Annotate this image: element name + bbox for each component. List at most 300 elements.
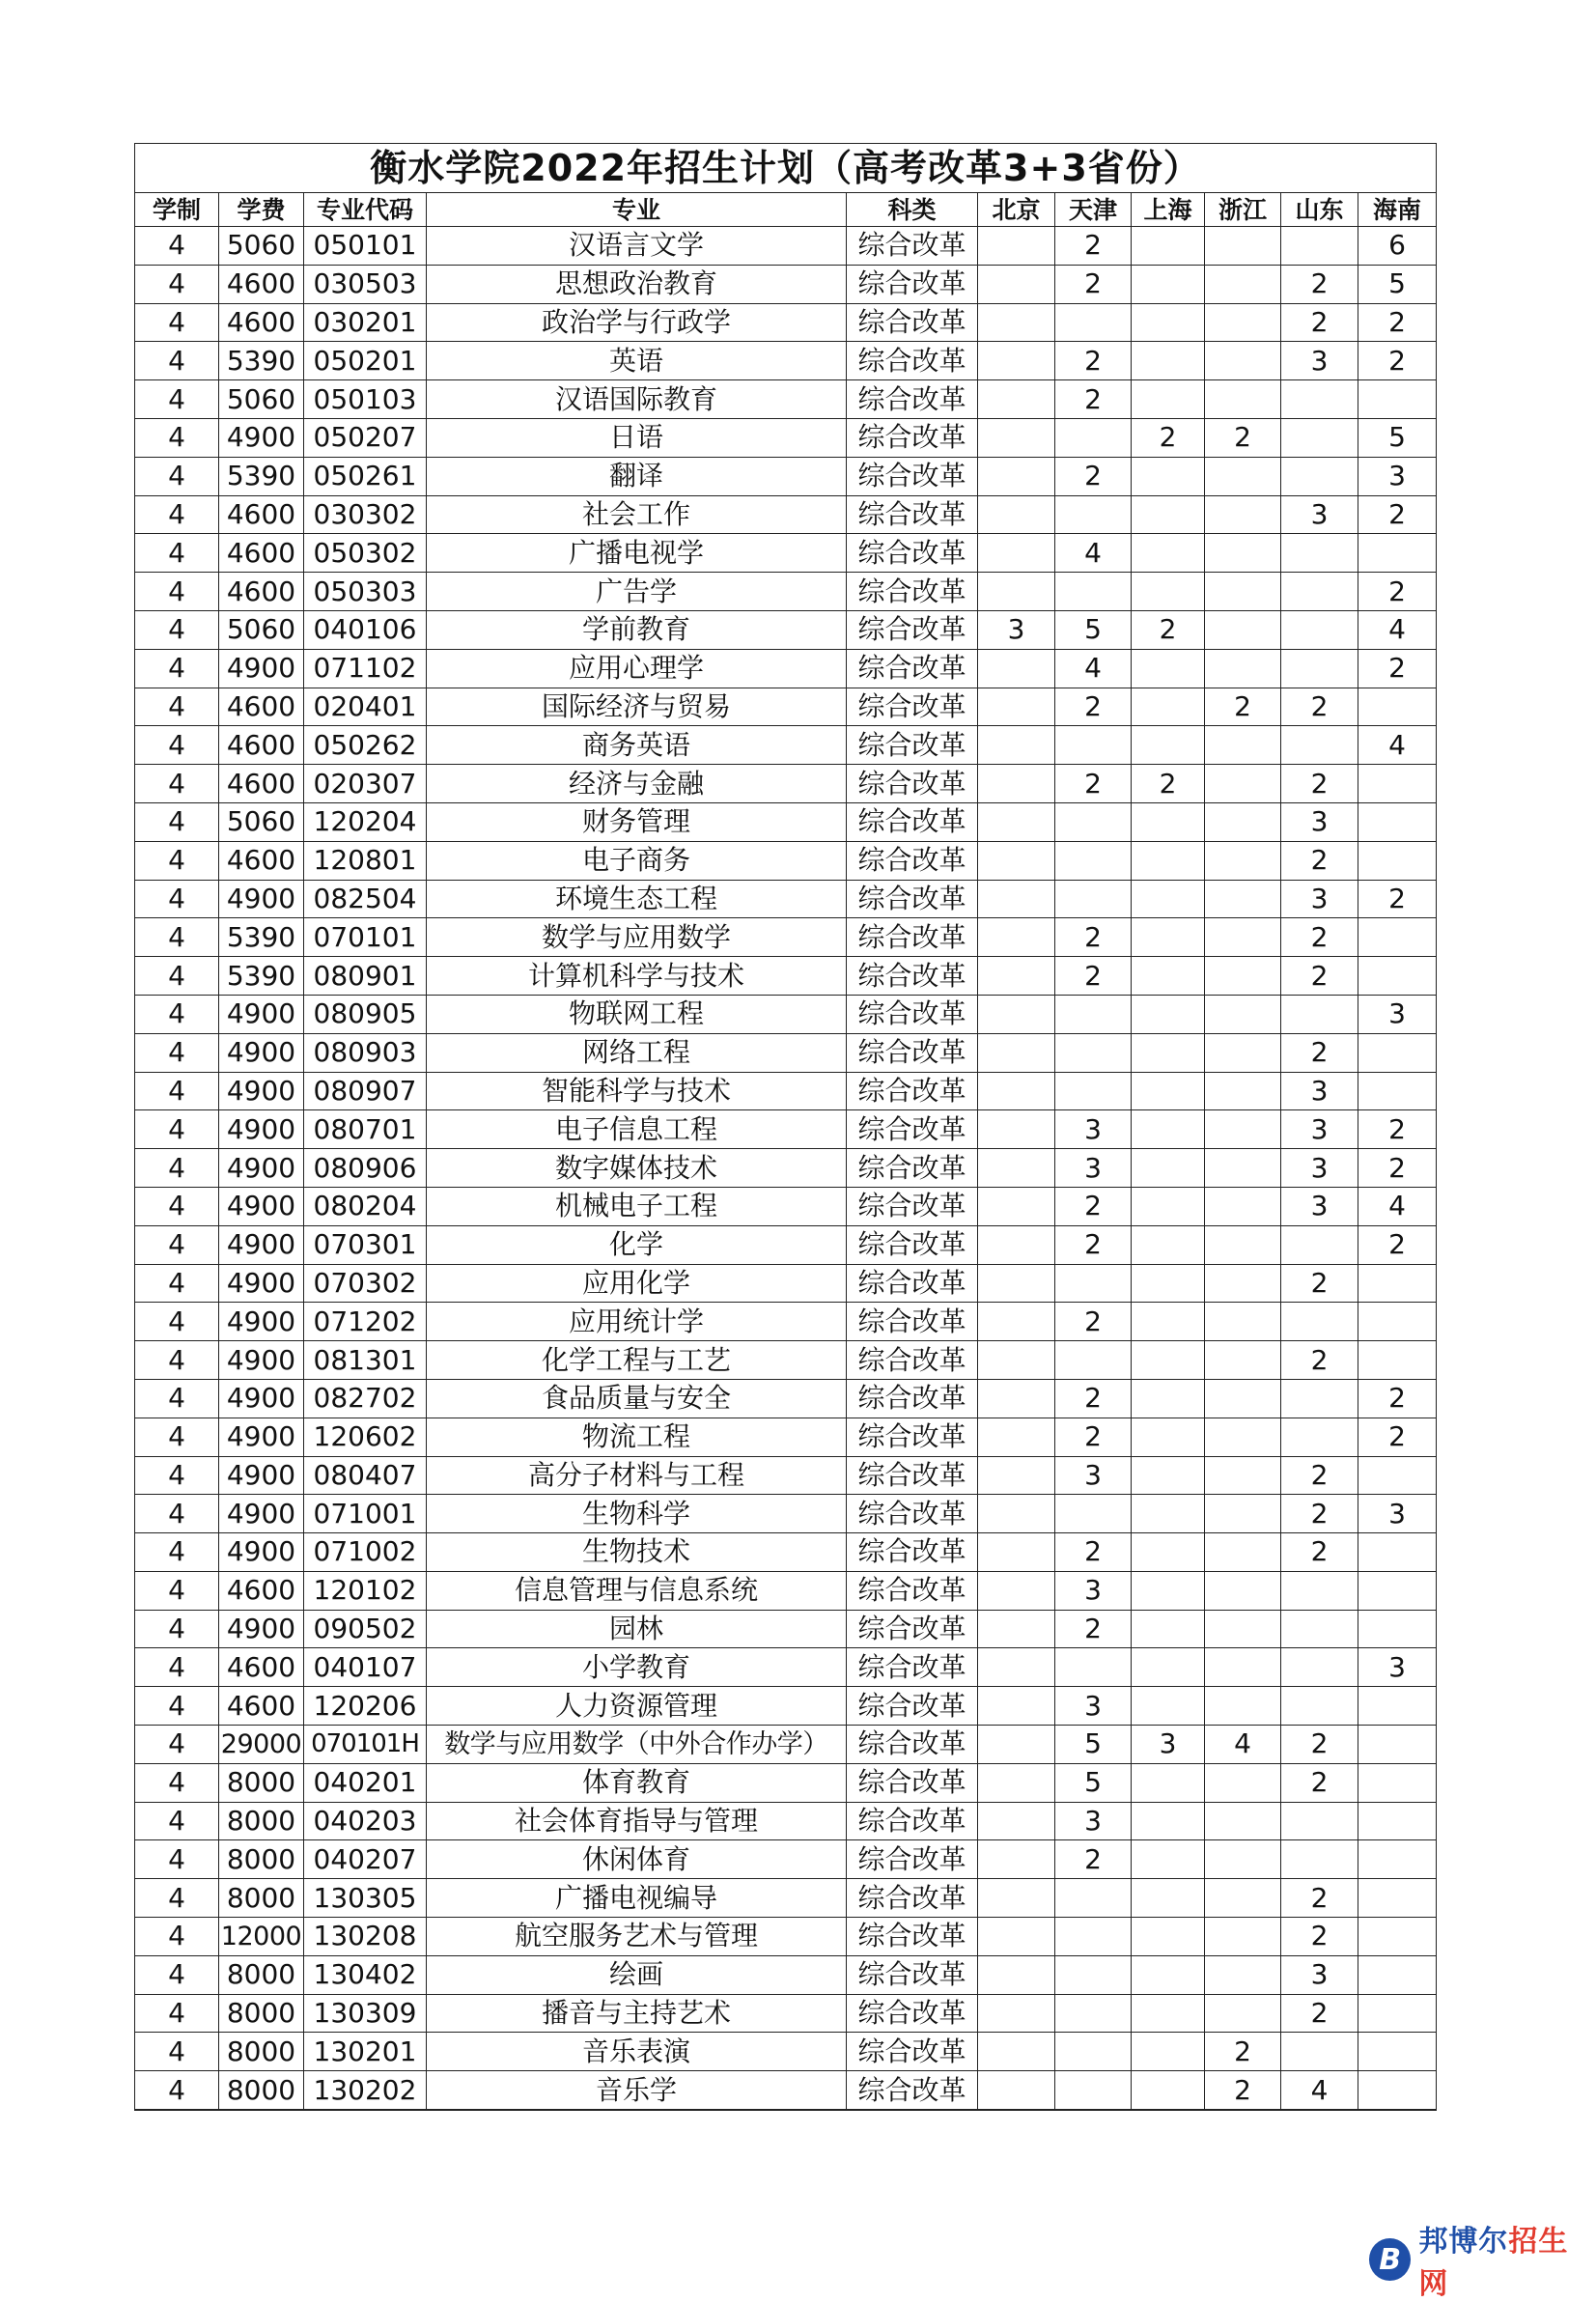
cell-col-duration: 4: [135, 765, 219, 803]
cell-col-major-code: 050103: [304, 380, 427, 419]
cell-col-major: 广播电视编导: [427, 1879, 847, 1918]
cell-col-zhejiang: [1205, 918, 1281, 957]
cell-col-tuition: 4900: [219, 1303, 304, 1341]
cell-col-major-code: 080701: [304, 1110, 427, 1149]
cell-col-hainan: [1358, 1726, 1437, 1764]
cell-col-shanghai: [1132, 802, 1205, 841]
cell-col-shanghai: [1132, 841, 1205, 880]
cell-col-category: 综合改革: [847, 1763, 978, 1802]
cell-col-category: 综合改革: [847, 1149, 978, 1188]
cell-col-major: 财务管理: [427, 802, 847, 841]
cell-col-hainan: [1358, 1571, 1437, 1610]
cell-col-duration: 4: [135, 1571, 219, 1610]
cell-col-shandong: [1281, 1571, 1358, 1610]
cell-col-shanghai: 2: [1132, 610, 1205, 649]
cell-col-shanghai: 2: [1132, 418, 1205, 457]
cell-col-shanghai: [1132, 1879, 1205, 1918]
cell-col-major: 商务英语: [427, 726, 847, 765]
cell-col-tianjin: 3: [1055, 1456, 1132, 1495]
cell-col-shanghai: [1132, 303, 1205, 342]
cell-col-duration: 4: [135, 841, 219, 880]
site-name: [1418, 2217, 1596, 2302]
cell-col-tianjin: 2: [1055, 1418, 1132, 1456]
cell-col-tuition: 4600: [219, 688, 304, 726]
cell-col-beijing: [978, 1533, 1055, 1572]
cell-col-hainan: [1358, 1264, 1437, 1303]
cell-col-duration: 4: [135, 688, 219, 726]
cell-col-shanghai: [1132, 1379, 1205, 1418]
cell-col-tuition: 8000: [219, 1763, 304, 1802]
cell-col-shandong: [1281, 380, 1358, 419]
cell-col-major: 应用化学: [427, 1264, 847, 1303]
cell-col-duration: 4: [135, 265, 219, 303]
cell-col-shandong: [1281, 227, 1358, 266]
cell-col-shanghai: [1132, 1264, 1205, 1303]
cell-col-zhejiang: [1205, 1110, 1281, 1149]
cell-col-hainan: 2: [1358, 303, 1437, 342]
cell-col-major-code: 080204: [304, 1187, 427, 1225]
cell-col-major: 应用统计学: [427, 1303, 847, 1341]
cell-col-hainan: 6: [1358, 227, 1437, 266]
cell-col-duration: 4: [135, 1033, 219, 1072]
cell-col-shandong: [1281, 1648, 1358, 1687]
cell-col-tuition: 5390: [219, 957, 304, 996]
cell-col-category: 综合改革: [847, 1802, 978, 1840]
cell-col-category: 综合改革: [847, 1341, 978, 1380]
cell-col-zhejiang: [1205, 1687, 1281, 1726]
cell-col-tuition: 5060: [219, 227, 304, 266]
cell-col-zhejiang: [1205, 649, 1281, 688]
cell-col-major-code: 070302: [304, 1264, 427, 1303]
cell-col-duration: 4: [135, 1648, 219, 1687]
cell-col-tianjin: 3: [1055, 1802, 1132, 1840]
cell-col-hainan: 2: [1358, 1379, 1437, 1418]
cell-col-beijing: [978, 649, 1055, 688]
cell-col-beijing: [978, 1994, 1055, 2033]
cell-col-hainan: 3: [1358, 995, 1437, 1033]
cell-col-beijing: [978, 1879, 1055, 1918]
cell-col-category: 综合改革: [847, 1648, 978, 1687]
cell-col-major: 音乐学: [427, 2071, 847, 2110]
cell-col-duration: 4: [135, 227, 219, 266]
cell-col-major-code: 030503: [304, 265, 427, 303]
cell-col-shanghai: [1132, 1225, 1205, 1264]
cell-col-tianjin: 2: [1055, 380, 1132, 419]
table-row: [135, 1648, 1437, 1687]
header-col-tuition: 学费: [219, 193, 304, 227]
site-name-accent: 招生网: [1418, 2225, 1569, 2301]
cell-col-beijing: [978, 1187, 1055, 1225]
cell-col-zhejiang: [1205, 1571, 1281, 1610]
cell-col-beijing: [978, 1149, 1055, 1188]
cell-col-major-code: 050201: [304, 342, 427, 380]
cell-col-hainan: [1358, 841, 1437, 880]
cell-col-tuition: 4900: [219, 1341, 304, 1380]
cell-col-major: 化学工程与工艺: [427, 1341, 847, 1380]
table-row: [135, 1418, 1437, 1456]
cell-col-shandong: 3: [1281, 1955, 1358, 1994]
cell-col-major-code: 050207: [304, 418, 427, 457]
cell-col-zhejiang: [1205, 1456, 1281, 1495]
cell-col-duration: 4: [135, 534, 219, 573]
cell-col-major-code: 050261: [304, 457, 427, 495]
cell-col-shandong: 2: [1281, 1264, 1358, 1303]
cell-col-zhejiang: [1205, 1264, 1281, 1303]
cell-col-category: 综合改革: [847, 1072, 978, 1110]
cell-col-beijing: [978, 957, 1055, 996]
cell-col-major: 绘画: [427, 1955, 847, 1994]
cell-col-tuition: 5390: [219, 457, 304, 495]
table-row: [135, 1303, 1437, 1341]
cell-col-tianjin: 2: [1055, 1533, 1132, 1572]
cell-col-hainan: [1358, 1879, 1437, 1918]
cell-col-major-code: 040203: [304, 1802, 427, 1840]
cell-col-beijing: [978, 802, 1055, 841]
cell-col-beijing: [978, 1802, 1055, 1840]
cell-col-category: 综合改革: [847, 1726, 978, 1764]
cell-col-hainan: [1358, 1840, 1437, 1879]
cell-col-hainan: [1358, 1610, 1437, 1648]
cell-col-category: 综合改革: [847, 1955, 978, 1994]
cell-col-shandong: [1281, 1303, 1358, 1341]
cell-col-major: 数学与应用数学: [427, 918, 847, 957]
table-row: [135, 1802, 1437, 1840]
cell-col-major: 广告学: [427, 573, 847, 611]
cell-col-shanghai: [1132, 1533, 1205, 1572]
cell-col-major-code: 020307: [304, 765, 427, 803]
header-col-hainan: 海南: [1358, 193, 1437, 227]
cell-col-major: 计算机科学与技术: [427, 957, 847, 996]
cell-col-tuition: 4900: [219, 1110, 304, 1149]
table-row: [135, 1456, 1437, 1495]
cell-col-major: 生物科学: [427, 1495, 847, 1533]
cell-col-category: 综合改革: [847, 1840, 978, 1879]
cell-col-tianjin: [1055, 495, 1132, 534]
cell-col-hainan: 4: [1358, 610, 1437, 649]
cell-col-major-code: 120206: [304, 1687, 427, 1726]
cell-col-category: 综合改革: [847, 1495, 978, 1533]
cell-col-duration: 4: [135, 2071, 219, 2110]
table-row: [135, 1225, 1437, 1264]
cell-col-shandong: [1281, 1802, 1358, 1840]
cell-col-duration: 4: [135, 726, 219, 765]
cell-col-hainan: [1358, 918, 1437, 957]
cell-col-hainan: 5: [1358, 418, 1437, 457]
cell-col-zhejiang: [1205, 1648, 1281, 1687]
cell-col-beijing: [978, 265, 1055, 303]
cell-col-tuition: 4600: [219, 303, 304, 342]
cell-col-tianjin: [1055, 802, 1132, 841]
cell-col-tuition: 5060: [219, 802, 304, 841]
cell-col-tuition: 4600: [219, 1687, 304, 1726]
cell-col-major: 翻译: [427, 457, 847, 495]
table-row: [135, 1687, 1437, 1726]
cell-col-beijing: [978, 1264, 1055, 1303]
cell-col-tianjin: [1055, 1264, 1132, 1303]
cell-col-hainan: 4: [1358, 726, 1437, 765]
cell-col-tianjin: [1055, 1495, 1132, 1533]
cell-col-major: 社会体育指导与管理: [427, 1802, 847, 1840]
cell-col-tianjin: [1055, 1994, 1132, 2033]
cell-col-beijing: [978, 918, 1055, 957]
header-col-major: 专业: [427, 193, 847, 227]
cell-col-category: 综合改革: [847, 1033, 978, 1072]
cell-col-beijing: [978, 1110, 1055, 1149]
cell-col-shandong: 2: [1281, 918, 1358, 957]
cell-col-shandong: [1281, 1418, 1358, 1456]
cell-col-shandong: 2: [1281, 1495, 1358, 1533]
cell-col-shandong: 3: [1281, 495, 1358, 534]
cell-col-major-code: 130208: [304, 1918, 427, 1956]
cell-col-hainan: 3: [1358, 457, 1437, 495]
cell-col-tianjin: 2: [1055, 1379, 1132, 1418]
cell-col-shanghai: [1132, 1763, 1205, 1802]
cell-col-category: 综合改革: [847, 610, 978, 649]
cell-col-tianjin: [1055, 303, 1132, 342]
cell-col-shandong: 3: [1281, 1187, 1358, 1225]
cell-col-zhejiang: [1205, 495, 1281, 534]
cell-col-beijing: [978, 765, 1055, 803]
cell-col-zhejiang: [1205, 1187, 1281, 1225]
cell-col-shandong: 4: [1281, 2071, 1358, 2110]
cell-col-tuition: 5060: [219, 610, 304, 649]
cell-col-beijing: [978, 342, 1055, 380]
cell-col-shanghai: [1132, 1802, 1205, 1840]
cell-col-shandong: [1281, 573, 1358, 611]
cell-col-major-code: 071002: [304, 1533, 427, 1572]
table-body: [135, 227, 1437, 2111]
cell-col-tianjin: 4: [1055, 649, 1132, 688]
cell-col-shanghai: [1132, 1571, 1205, 1610]
cell-col-tuition: 4600: [219, 726, 304, 765]
cell-col-duration: 4: [135, 495, 219, 534]
cell-col-tuition: 4900: [219, 1418, 304, 1456]
cell-col-beijing: [978, 1495, 1055, 1533]
cell-col-zhejiang: [1205, 265, 1281, 303]
cell-col-major-code: 080407: [304, 1456, 427, 1495]
cell-col-shanghai: [1132, 534, 1205, 573]
table-row: [135, 802, 1437, 841]
cell-col-shandong: [1281, 457, 1358, 495]
enrollment-plan-table: [134, 143, 1437, 2111]
cell-col-zhejiang: [1205, 841, 1281, 880]
header-col-duration: 学制: [135, 193, 219, 227]
table-row: [135, 303, 1437, 342]
cell-col-major: 网络工程: [427, 1033, 847, 1072]
cell-col-tianjin: 3: [1055, 1687, 1132, 1726]
cell-col-category: 综合改革: [847, 1264, 978, 1303]
cell-col-duration: 4: [135, 802, 219, 841]
cell-col-shandong: 2: [1281, 1341, 1358, 1380]
cell-col-major: 人力资源管理: [427, 1687, 847, 1726]
cell-col-major: 环境生态工程: [427, 880, 847, 918]
table-row: [135, 1264, 1437, 1303]
table-row: [135, 265, 1437, 303]
cell-col-shanghai: [1132, 495, 1205, 534]
cell-col-tianjin: 2: [1055, 1225, 1132, 1264]
cell-col-major-code: 081301: [304, 1341, 427, 1380]
cell-col-shanghai: [1132, 726, 1205, 765]
cell-col-shandong: 2: [1281, 265, 1358, 303]
cell-col-major-code: 080907: [304, 1072, 427, 1110]
cell-col-tianjin: 2: [1055, 265, 1132, 303]
cell-col-duration: 4: [135, 1726, 219, 1764]
cell-col-hainan: 2: [1358, 1418, 1437, 1456]
cell-col-beijing: [978, 1456, 1055, 1495]
cell-col-zhejiang: [1205, 534, 1281, 573]
cell-col-beijing: [978, 1341, 1055, 1380]
cell-col-category: 综合改革: [847, 265, 978, 303]
cell-col-major: 数学与应用数学（中外合作办学）: [427, 1726, 847, 1764]
cell-col-tianjin: [1055, 418, 1132, 457]
cell-col-duration: 4: [135, 1379, 219, 1418]
cell-col-beijing: [978, 1763, 1055, 1802]
cell-col-shandong: 3: [1281, 802, 1358, 841]
cell-col-shanghai: [1132, 1918, 1205, 1956]
cell-col-duration: 4: [135, 1763, 219, 1802]
cell-col-tuition: 4900: [219, 995, 304, 1033]
cell-col-tianjin: 2: [1055, 227, 1132, 266]
cell-col-shanghai: [1132, 380, 1205, 419]
cell-col-duration: 4: [135, 880, 219, 918]
cell-col-category: 综合改革: [847, 1110, 978, 1149]
cell-col-duration: 4: [135, 1879, 219, 1918]
cell-col-shandong: 3: [1281, 1110, 1358, 1149]
cell-col-major: 物流工程: [427, 1418, 847, 1456]
cell-col-category: 综合改革: [847, 1533, 978, 1572]
cell-col-major-code: 020401: [304, 688, 427, 726]
cell-col-category: 综合改革: [847, 918, 978, 957]
cell-col-duration: 4: [135, 610, 219, 649]
cell-col-shandong: [1281, 1610, 1358, 1648]
cell-col-hainan: [1358, 2071, 1437, 2110]
cell-col-tuition: 5060: [219, 380, 304, 419]
cell-col-major: 政治学与行政学: [427, 303, 847, 342]
cell-col-shanghai: [1132, 2033, 1205, 2071]
cell-col-tianjin: [1055, 1648, 1132, 1687]
cell-col-tuition: 4600: [219, 765, 304, 803]
cell-col-major: 思想政治教育: [427, 265, 847, 303]
cell-col-major-code: 040106: [304, 610, 427, 649]
cell-col-tianjin: [1055, 2033, 1132, 2071]
cell-col-beijing: [978, 534, 1055, 573]
cell-col-duration: 4: [135, 1610, 219, 1648]
cell-col-duration: 4: [135, 1225, 219, 1264]
cell-col-shandong: [1281, 1840, 1358, 1879]
cell-col-shandong: [1281, 649, 1358, 688]
cell-col-major-code: 120204: [304, 802, 427, 841]
cell-col-major-code: 130202: [304, 2071, 427, 2110]
cell-col-major-code: 040201: [304, 1763, 427, 1802]
cell-col-major-code: 050302: [304, 534, 427, 573]
cell-col-zhejiang: [1205, 957, 1281, 996]
site-logo-icon: B: [1369, 2238, 1411, 2281]
cell-col-shandong: [1281, 1687, 1358, 1726]
cell-col-zhejiang: [1205, 1840, 1281, 1879]
table-row: [135, 1994, 1437, 2033]
cell-col-category: 综合改革: [847, 802, 978, 841]
cell-col-zhejiang: [1205, 1763, 1281, 1802]
cell-col-tuition: 4900: [219, 880, 304, 918]
cell-col-shandong: 2: [1281, 841, 1358, 880]
cell-col-shanghai: [1132, 1033, 1205, 1072]
cell-col-hainan: 2: [1358, 495, 1437, 534]
cell-col-beijing: [978, 1571, 1055, 1610]
cell-col-hainan: 2: [1358, 342, 1437, 380]
cell-col-major-code: 130305: [304, 1879, 427, 1918]
cell-col-zhejiang: [1205, 1225, 1281, 1264]
cell-col-beijing: [978, 688, 1055, 726]
cell-col-major-code: 080905: [304, 995, 427, 1033]
cell-col-beijing: [978, 380, 1055, 419]
cell-col-zhejiang: [1205, 802, 1281, 841]
cell-col-major-code: 071102: [304, 649, 427, 688]
cell-col-shanghai: [1132, 1610, 1205, 1648]
header-col-shandong: 山东: [1281, 193, 1358, 227]
cell-col-duration: 4: [135, 1495, 219, 1533]
cell-col-duration: 4: [135, 1418, 219, 1456]
cell-col-major-code: 082702: [304, 1379, 427, 1418]
site-watermark: [1369, 2217, 1596, 2302]
cell-col-duration: 4: [135, 995, 219, 1033]
table-row: [135, 880, 1437, 918]
cell-col-zhejiang: 2: [1205, 688, 1281, 726]
cell-col-tianjin: [1055, 1341, 1132, 1380]
cell-col-hainan: 3: [1358, 1495, 1437, 1533]
cell-col-tuition: 5390: [219, 342, 304, 380]
table-row: [135, 457, 1437, 495]
cell-col-beijing: [978, 1303, 1055, 1341]
cell-col-tianjin: 4: [1055, 534, 1132, 573]
cell-col-duration: 4: [135, 418, 219, 457]
cell-col-shandong: 3: [1281, 880, 1358, 918]
cell-col-hainan: 3: [1358, 1648, 1437, 1687]
cell-col-major-code: 130201: [304, 2033, 427, 2071]
cell-col-shanghai: 3: [1132, 1726, 1205, 1764]
cell-col-duration: 4: [135, 342, 219, 380]
cell-col-beijing: 3: [978, 610, 1055, 649]
cell-col-shanghai: [1132, 457, 1205, 495]
cell-col-tianjin: [1055, 841, 1132, 880]
header-col-tianjin: 天津: [1055, 193, 1132, 227]
table-row: [135, 1571, 1437, 1610]
cell-col-category: 综合改革: [847, 957, 978, 996]
cell-col-category: 综合改革: [847, 1687, 978, 1726]
cell-col-zhejiang: [1205, 1418, 1281, 1456]
cell-col-duration: 4: [135, 1687, 219, 1726]
table-row: [135, 1533, 1437, 1572]
cell-col-beijing: [978, 1072, 1055, 1110]
cell-col-tuition: 4900: [219, 1187, 304, 1225]
cell-col-tuition: 4900: [219, 649, 304, 688]
cell-col-shandong: 2: [1281, 765, 1358, 803]
cell-col-major: 高分子材料与工程: [427, 1456, 847, 1495]
cell-col-major-code: 090502: [304, 1610, 427, 1648]
cell-col-tianjin: 3: [1055, 1571, 1132, 1610]
cell-col-category: 综合改革: [847, 880, 978, 918]
cell-col-beijing: [978, 418, 1055, 457]
cell-col-hainan: 2: [1358, 880, 1437, 918]
cell-col-shandong: 3: [1281, 1072, 1358, 1110]
cell-col-hainan: [1358, 1033, 1437, 1072]
cell-col-duration: 4: [135, 1955, 219, 1994]
cell-col-tuition: 4600: [219, 495, 304, 534]
cell-col-shandong: 2: [1281, 1994, 1358, 2033]
cell-col-tuition: 29000: [219, 1726, 304, 1764]
cell-col-zhejiang: [1205, 227, 1281, 266]
cell-col-shanghai: 2: [1132, 765, 1205, 803]
cell-col-major: 小学教育: [427, 1648, 847, 1687]
